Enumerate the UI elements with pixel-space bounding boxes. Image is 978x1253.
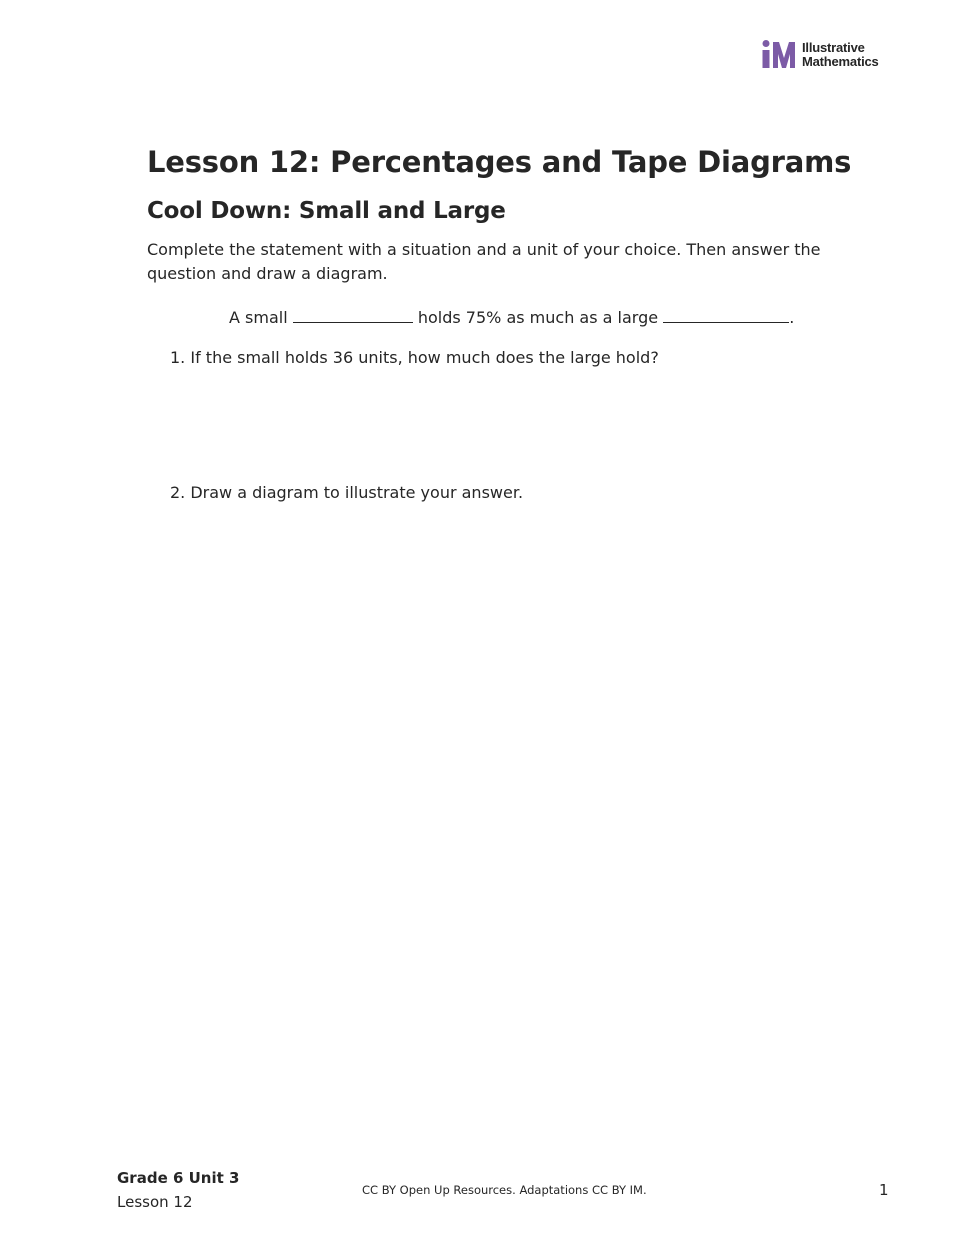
im-logo-mark-icon (762, 40, 798, 70)
illustrative-mathematics-logo (762, 40, 892, 70)
question-2: 2. Draw a diagram to illustrate your answer. (170, 483, 524, 502)
cool-down-subtitle: Cool Down: Small and Large (147, 198, 506, 224)
logo-line-1: Illustrative (802, 40, 865, 55)
statement-part-1: A small (229, 308, 288, 327)
fill-in-statement (229, 305, 794, 327)
statement-end: . (789, 308, 795, 327)
page-number: 1 (879, 1181, 889, 1199)
situation-blank[interactable] (293, 305, 413, 323)
statement-part-2: holds 75% as much as a large (417, 308, 659, 327)
footer-grade-unit: Grade 6 Unit 3 (117, 1169, 240, 1187)
instructions: Complete the statement with a situation and a unit of your choice. Then answer the question and draw a diagram. (147, 240, 821, 283)
lesson-title: Lesson 12: Percentages and Tape Diagrams (147, 145, 852, 179)
question-1: 1. If the small holds 36 units, how much does the large hold? (170, 348, 659, 367)
footer-license: CC BY Open Up Resources. Adaptations CC BY IM. (362, 1183, 647, 1197)
unit-blank[interactable] (663, 305, 789, 323)
footer-lesson: Lesson 12 (117, 1193, 193, 1211)
logo-line-2: Mathematics (802, 53, 879, 69)
logo-wordmark (802, 41, 879, 68)
